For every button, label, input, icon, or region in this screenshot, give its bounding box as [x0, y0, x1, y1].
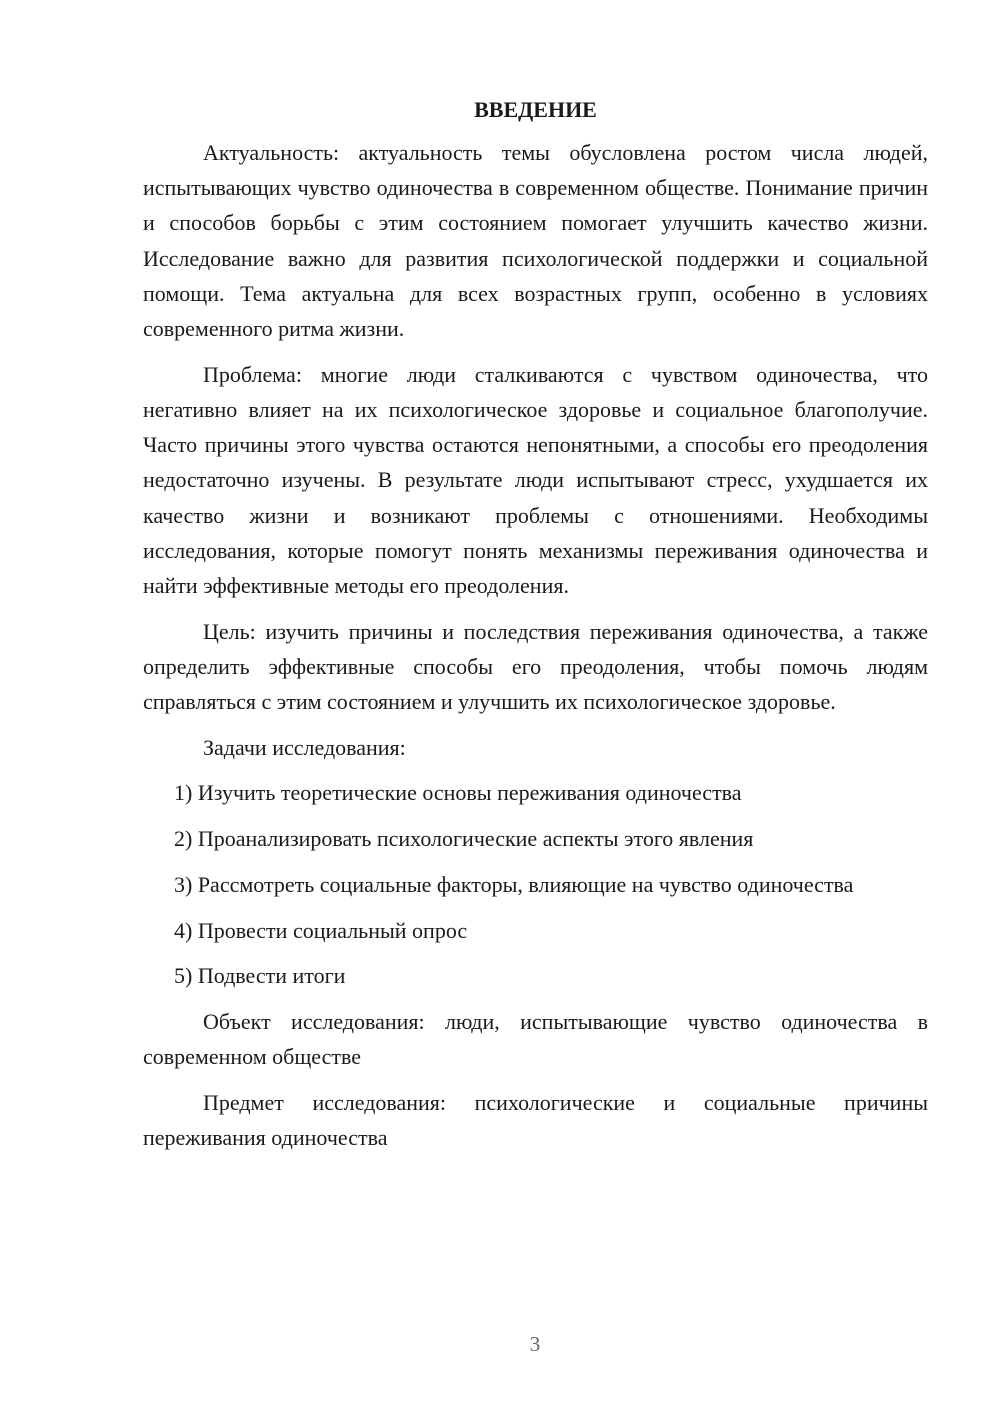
page-number: 3 [529, 1332, 541, 1356]
task-item-4: 4) Провести социальный опрос [174, 917, 468, 943]
task-item-2: 2) Проанализировать психологические аспекты этого явления [174, 826, 754, 852]
tasks-heading: Задачи исследования: [203, 734, 406, 760]
task-item-1: 1) Изучить теоретические основы переживания одиночества [174, 780, 742, 806]
task-item-3: 3) Рассмотреть социальные факторы, влияющие на чувство одиночества [174, 871, 854, 897]
document-body [143, 92, 928, 1155]
relevance-paragraph: Актуальность: актуальность темы обусловлена ростом числа людей, испытывающих чувство одиночества в современном обществе. Понимание причин и способов борьбы с этим состоянием помогает улучшить качество жизни. Исследование важно для развития психологической поддержки и социальной помощи. Тема актуальна для всех возрастных групп, особенно в условиях современного ритма жизни. [143, 140, 928, 342]
section-title: ВВЕДЕНИЕ [474, 97, 597, 122]
research-object-paragraph: Объект исследования: люди, испытывающие чувство одиночества в современном обществе [143, 1008, 928, 1070]
task-item-5: 5) Подвести итоги [174, 963, 346, 989]
problem-paragraph: Проблема: многие люди сталкиваются с чувством одиночества, что негативно влияет на их психологическое здоровье и социальное благополучие. Часто причины этого чувства остаются непонятными, а способы его преодоления недостаточно изучены. В результате люди испытывают стресс, ухудшается их качество жизни и возникают проблемы с отношениями. Необходимы исследования, которые помогут понять механизмы переживания одиночества и найти эффективные методы его преодоления. [143, 361, 928, 598]
research-subject-paragraph: Предмет исследования: психологические и социальные причины переживания одиночества [143, 1089, 928, 1151]
goal-paragraph: Цель: изучить причины и последствия переживания одиночества, а также определить эффективные способы его преодоления, чтобы помочь людям справляться с этим состоянием и улучшить их психологическое здоровье. [143, 618, 928, 715]
